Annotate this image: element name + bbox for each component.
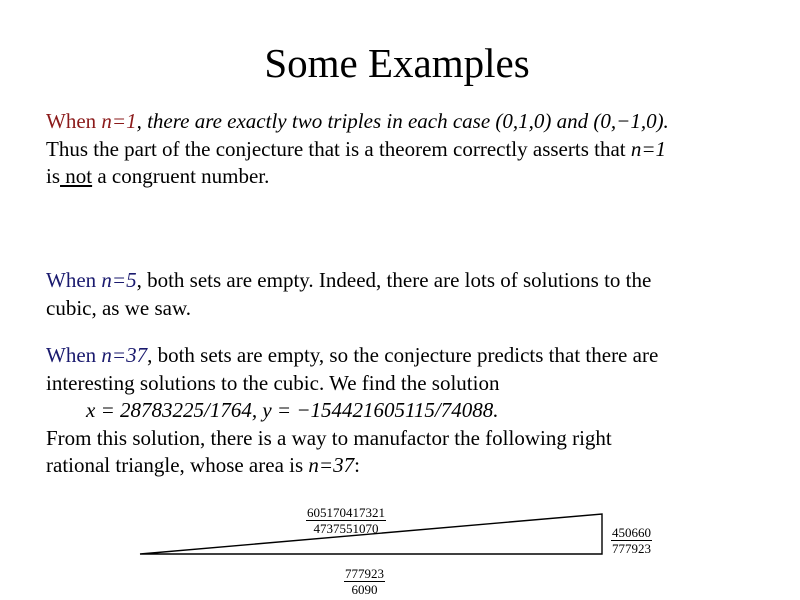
- when-label: When: [46, 109, 102, 133]
- when-label: When: [46, 343, 102, 367]
- example-n1-text: is: [46, 164, 61, 188]
- solution-formula: x = 28783225/1764, y = −154421605115/74088.: [86, 398, 499, 422]
- example-n1-text: a congruent number.: [92, 164, 270, 188]
- vertical-side-fraction: [611, 525, 652, 556]
- base-fraction: [344, 566, 385, 597]
- base-numerator: 777923: [345, 566, 384, 581]
- example-n1-text: Thus the part of the conjecture that is a theorem correctly asserts that: [46, 136, 631, 161]
- slide-title: Some Examples: [264, 40, 530, 86]
- n-value: n=1: [101, 109, 137, 133]
- base-denominator: 6090: [351, 582, 378, 597]
- example-n5-line-2: cubic, as we saw.: [46, 295, 192, 320]
- vertical-side-denominator: 777923: [612, 541, 651, 556]
- n-value: n=1: [630, 136, 667, 161]
- example-n37-line-2: interesting solutions to the cubic. We find the solution: [46, 370, 500, 395]
- example-n37-line-4: From this solution, there is a way to manufactor the following right: [46, 425, 612, 450]
- hypotenuse-numerator: 605170417321: [307, 505, 385, 520]
- example-n37-text: , both sets are empty, so the conjecture predicts that there are: [147, 343, 659, 367]
- example-n5-text: , both sets are empty. Indeed, there are lots of solutions to the: [136, 268, 652, 292]
- example-n37-text: :: [354, 453, 360, 477]
- when-label: When: [46, 268, 102, 292]
- vertical-side-numerator: 450660: [612, 525, 651, 540]
- n-value: n=5: [101, 268, 137, 292]
- not-word: not: [60, 164, 93, 188]
- n-value: n=37: [101, 343, 148, 367]
- example-n1-text: , there are exactly two triples in each case (0,1,0) and (0,−1,0).: [136, 109, 669, 133]
- n-value: n=37: [308, 453, 355, 477]
- hypotenuse-fraction: [306, 505, 386, 536]
- example-n37-text: rational triangle, whose area is: [46, 453, 309, 477]
- hypotenuse-denominator: 4737551070: [313, 521, 379, 536]
